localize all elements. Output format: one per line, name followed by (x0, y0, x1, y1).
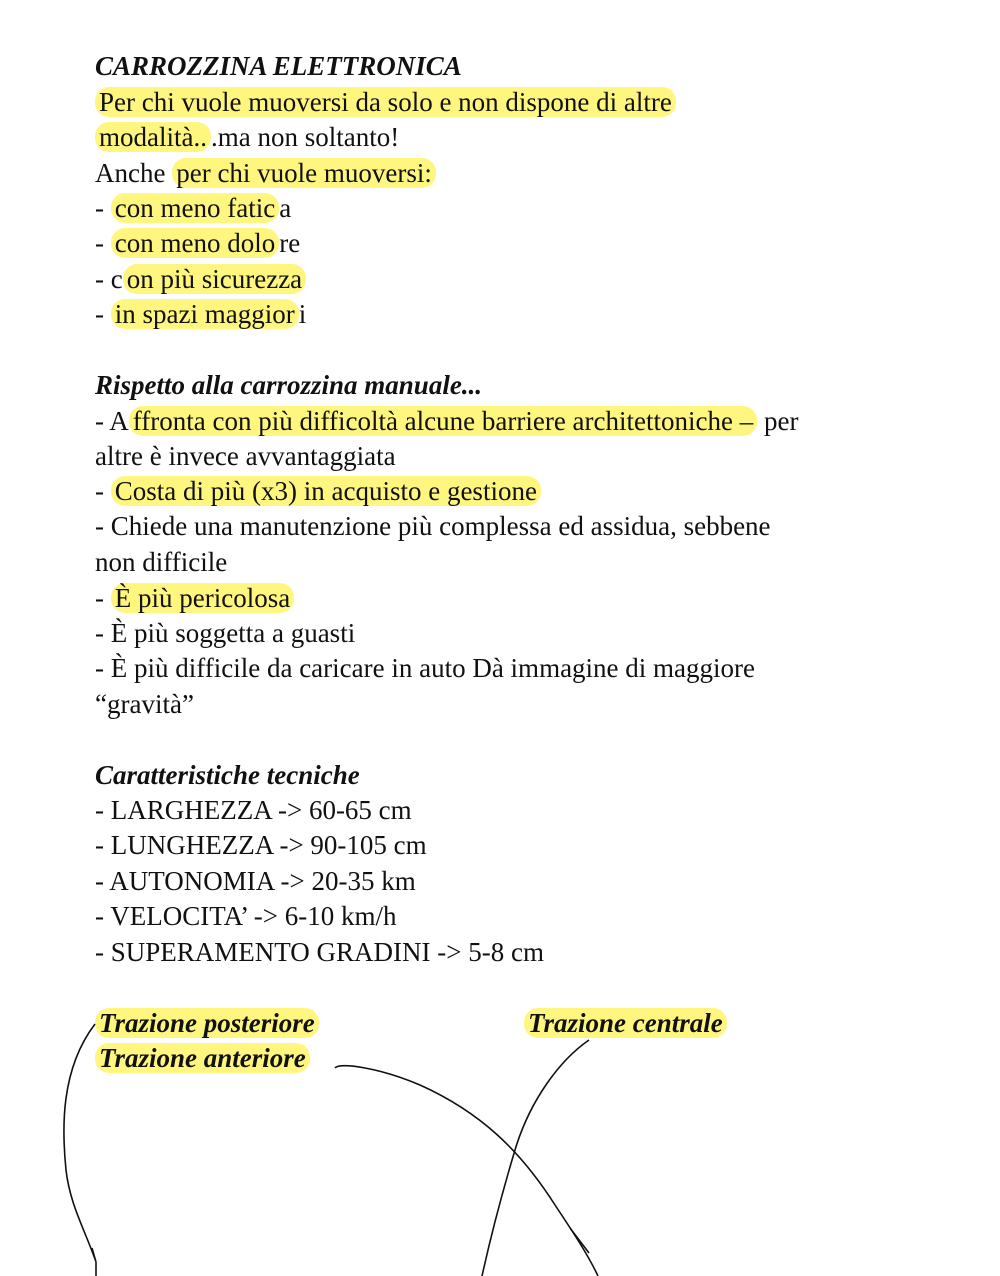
comparison-line: - È più difficile da caricare in auto Dà immagine di maggiore (95, 653, 755, 683)
spec-item: - LUNGHEZZA -> 90-105 cm (95, 830, 427, 860)
highlight: on più sicurezza (123, 264, 306, 294)
highlight: Trazione posteriore (95, 1008, 319, 1038)
highlight: ffronta con più difficoltà alcune barriere architettoniche – (129, 406, 757, 436)
intro-list-item (95, 262, 306, 296)
highlight: per chi vuole muoversi: (172, 158, 436, 188)
intro-list-item (95, 297, 306, 331)
ink-stroke-left (64, 1024, 96, 1276)
intro-list-item (95, 191, 291, 225)
text-run: a (279, 193, 292, 223)
text-run: - A (95, 406, 129, 436)
highlight: modalità.. (95, 122, 211, 152)
intro-line-3 (95, 156, 436, 190)
intro-line-1 (95, 85, 676, 119)
spec-item: - LARGHEZZA -> 60-65 cm (95, 795, 412, 825)
highlight: Trazione anteriore (95, 1043, 310, 1073)
ink-stroke-tick (570, 1228, 589, 1253)
list-dash: - c (95, 264, 123, 294)
ink-stroke-curve (335, 1066, 598, 1276)
highlight: Trazione centrale (524, 1008, 727, 1038)
comparison-line: non difficile (95, 547, 228, 577)
comparison-line (95, 404, 798, 438)
traction-anterior (95, 1041, 310, 1075)
text-run: - (95, 583, 111, 613)
comparison-line (95, 581, 294, 615)
highlight: in spazi maggior (111, 299, 299, 329)
list-dash: - (95, 228, 111, 258)
list-dash: - (95, 193, 111, 223)
intro-line-2 (95, 120, 399, 154)
traction-posterior (95, 1006, 319, 1040)
traction-central (524, 1006, 727, 1040)
highlight: con meno fatic (111, 193, 279, 223)
text-run: - (95, 476, 111, 506)
comparison-line: “gravità” (95, 689, 194, 719)
highlight: Costa di più (x3) in acquisto e gestione (111, 476, 541, 506)
comparison-line: - Chiede una manutenzione più complessa ed assidua, sebbene (95, 511, 771, 541)
comparison-line (95, 474, 541, 508)
text-run: Anche (95, 158, 173, 188)
comparison-heading: Rispetto alla carrozzina manuale... (95, 370, 483, 400)
text-run: per (757, 406, 799, 436)
highlight: con meno dolo (111, 228, 279, 258)
document-title: CARROZZINA ELETTRONICA (95, 51, 462, 81)
comparison-line: altre è invece avvantaggiata (95, 441, 396, 471)
spec-item: - VELOCITA’ -> 6-10 km/h (95, 901, 397, 931)
list-dash: - (95, 299, 111, 329)
text-run: .ma non soltanto! (210, 122, 400, 152)
comparison-line: - È più soggetta a guasti (95, 618, 356, 648)
highlight: Per chi vuole muoversi da solo e non dispone di altre (95, 87, 676, 117)
spec-item: - SUPERAMENTO GRADINI -> 5-8 cm (95, 937, 544, 967)
ink-stroke-central (482, 1040, 589, 1276)
intro-list-item (95, 226, 300, 260)
highlight: È più pericolosa (111, 583, 294, 613)
text-run: i (298, 299, 307, 329)
spec-item: - AUTONOMIA -> 20-35 km (95, 866, 416, 896)
text-run: re (279, 228, 301, 258)
specs-heading: Caratteristiche tecniche (95, 760, 360, 790)
